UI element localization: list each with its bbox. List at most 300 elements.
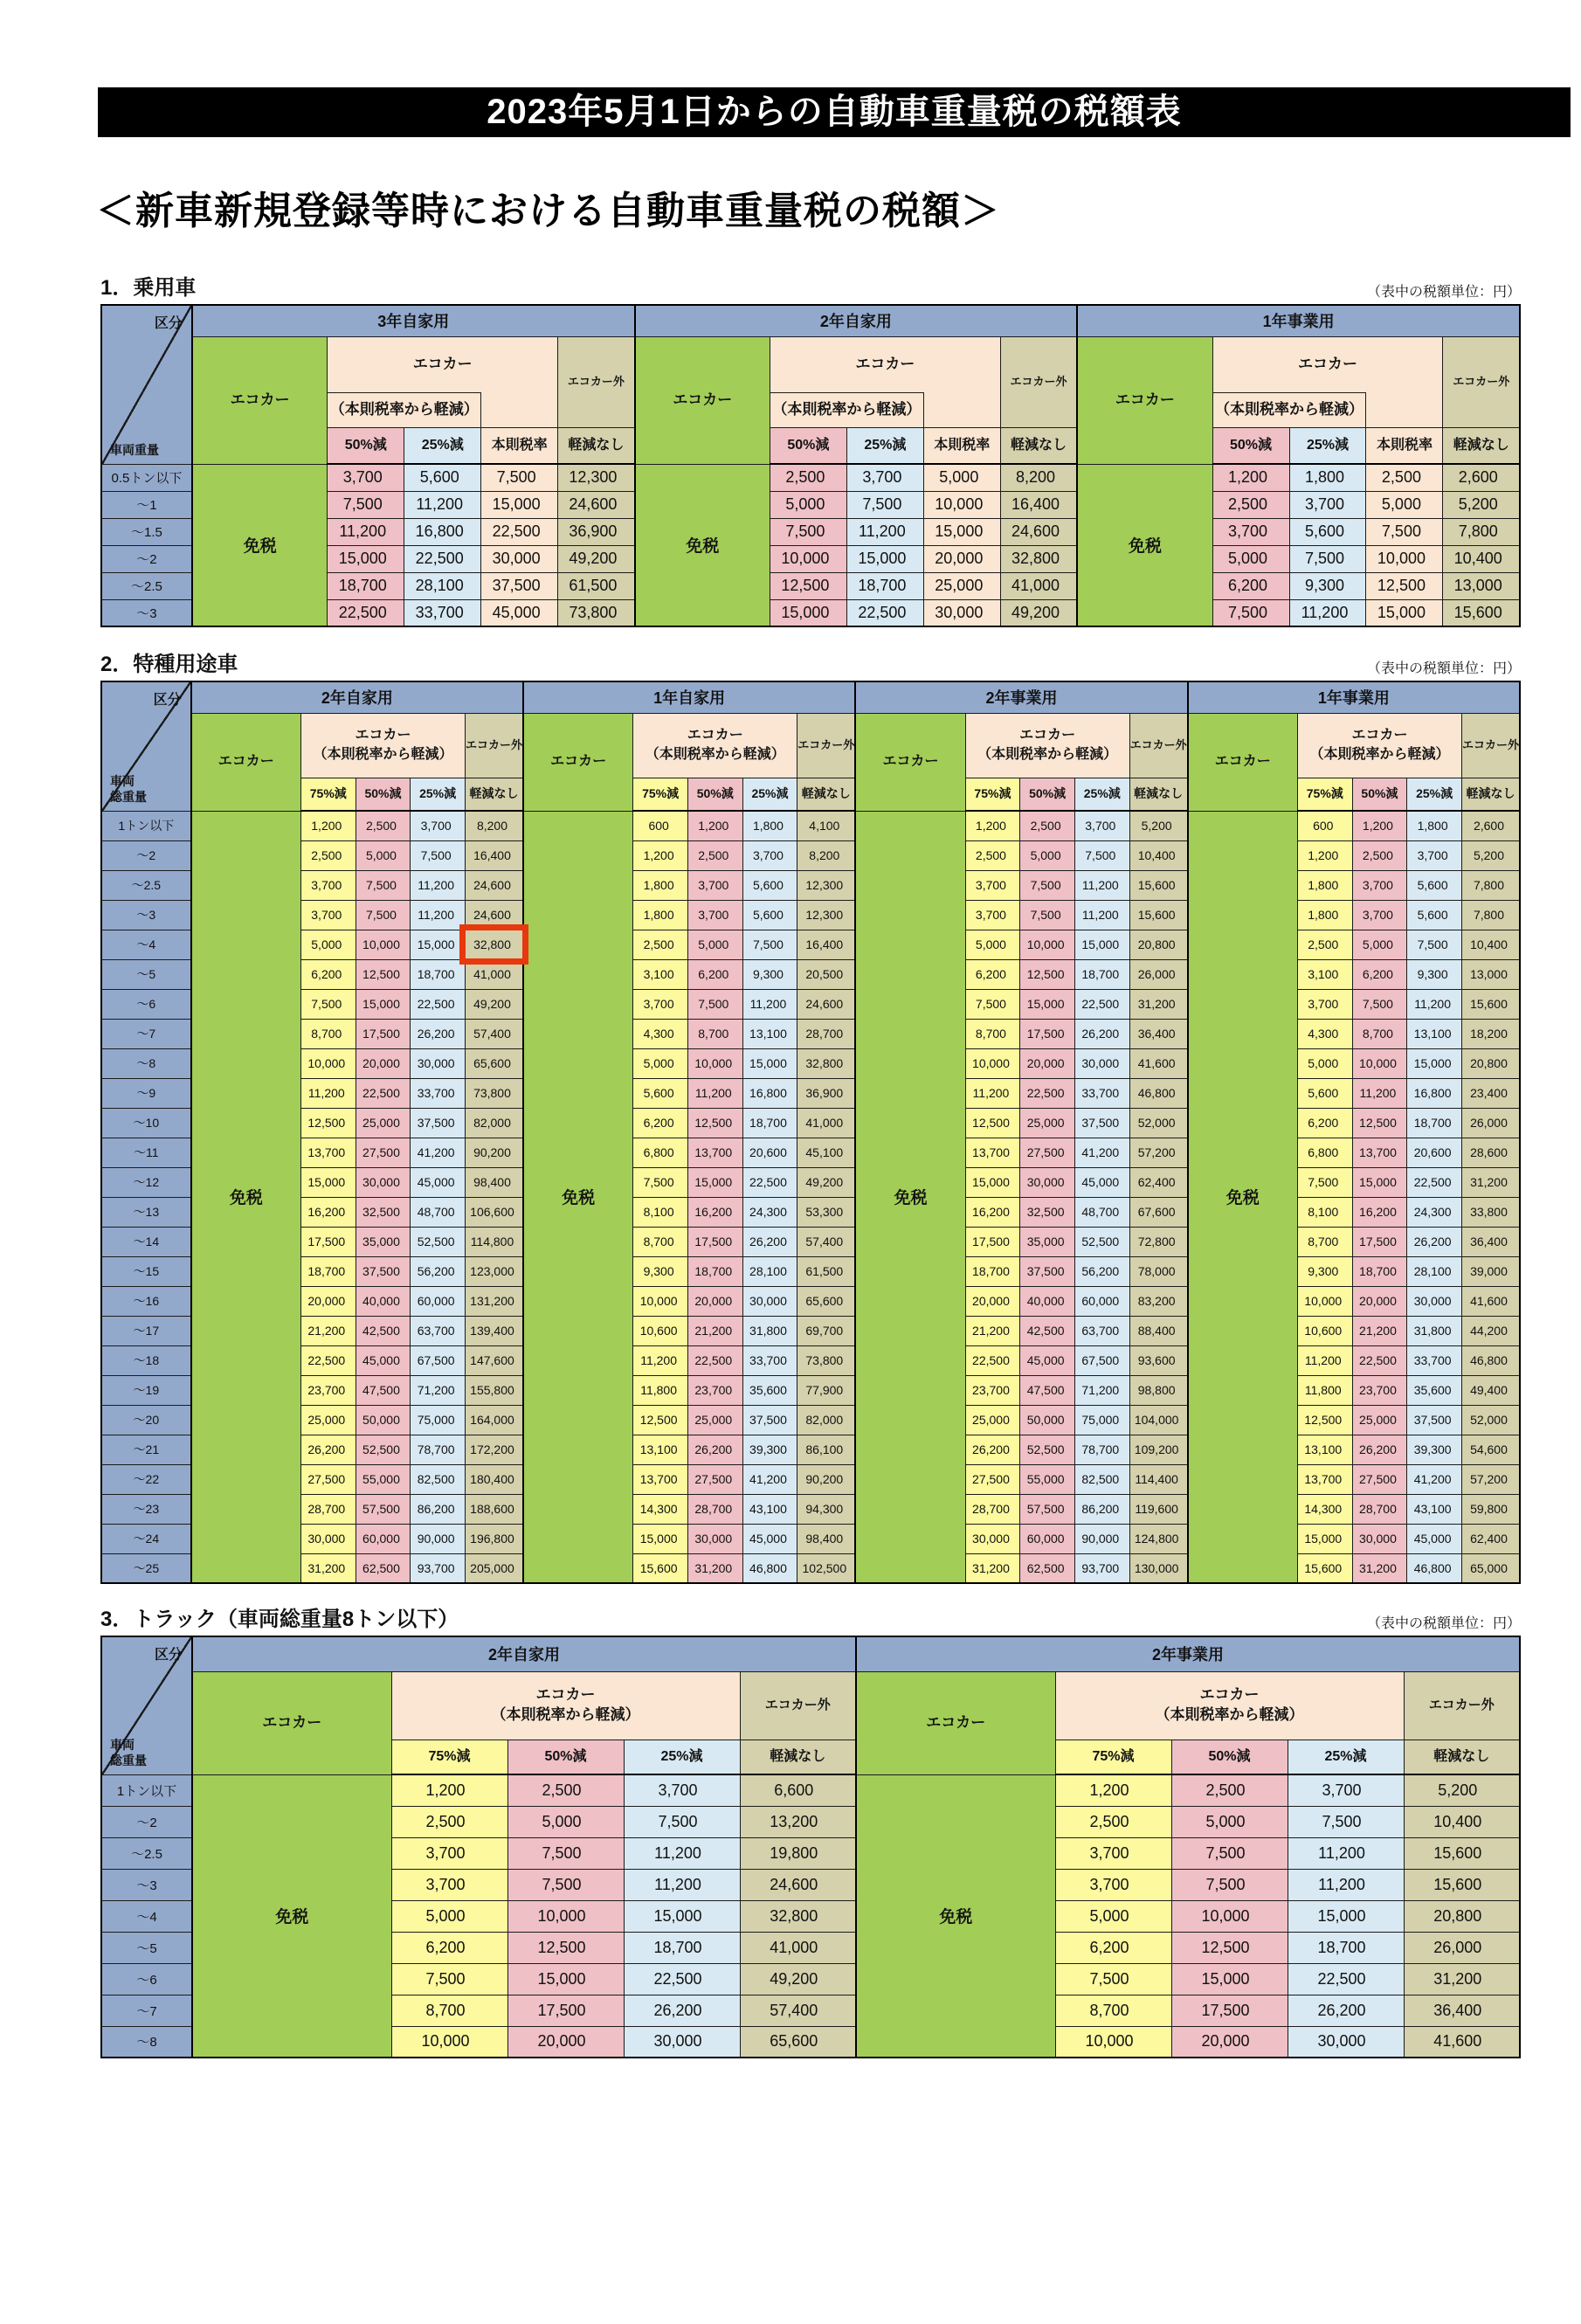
tax-value-cell: 2,500 xyxy=(687,840,742,870)
tax-value-cell: 131,200 xyxy=(465,1286,523,1316)
tax-value-cell: 10,600 xyxy=(1297,1316,1352,1345)
tax-value-cell: 147,600 xyxy=(465,1345,523,1375)
tax-value-cell: 1,200 xyxy=(965,811,1020,840)
tax-value-cell: 1,200 xyxy=(300,811,356,840)
tax-value-cell: 30,000 xyxy=(687,1524,742,1553)
tax-value-cell: 18,700 xyxy=(742,1108,797,1138)
exempt-cell: 免税 xyxy=(635,464,770,626)
tax-value-cell: 18,700 xyxy=(1288,1932,1404,1963)
tax-value-cell: 30,000 xyxy=(300,1524,356,1553)
tax-value-cell: 13,000 xyxy=(1443,572,1520,599)
tax-value-cell: 28,100 xyxy=(742,1256,797,1286)
tax-value-cell: 24,300 xyxy=(742,1197,797,1227)
tax-value-cell: 1,200 xyxy=(1212,464,1289,491)
tax-value-cell: 10,000 xyxy=(1297,1286,1352,1316)
tax-value-cell: 16,400 xyxy=(1000,491,1077,518)
tax-value-cell: 15,000 xyxy=(1366,599,1443,626)
tax-value-cell: 78,000 xyxy=(1129,1256,1188,1286)
kubun-label: 区分 xyxy=(153,693,182,708)
tax-value-cell: 60,000 xyxy=(1020,1524,1075,1553)
tax-value-cell: 39,300 xyxy=(1407,1435,1462,1464)
tax-value-cell: 15,000 xyxy=(1297,1524,1352,1553)
tax-value-cell: 27,500 xyxy=(965,1464,1020,1494)
tax-value-cell: 52,000 xyxy=(1129,1108,1188,1138)
weight-row-label: ～1.5 xyxy=(101,518,192,545)
weight-row-label: ～15 xyxy=(101,1256,191,1286)
tax-value-cell: 15,000 xyxy=(300,1167,356,1197)
tax-value-cell: 15,000 xyxy=(328,545,404,572)
tax-value-cell: 1,800 xyxy=(1297,870,1352,900)
tax-value-cell: 71,200 xyxy=(1074,1375,1129,1405)
tax-value-cell: 6,200 xyxy=(633,1108,688,1138)
tax-value-cell: 10,000 xyxy=(770,545,846,572)
tax-value-cell: 36,900 xyxy=(558,518,635,545)
tax-value-cell: 12,500 xyxy=(1352,1108,1407,1138)
tax-value-cell: 57,200 xyxy=(1129,1138,1188,1167)
tax-value-cell: 27,500 xyxy=(300,1464,356,1494)
tax-value-cell: 21,200 xyxy=(1352,1316,1407,1345)
ecocar-header: エコカー xyxy=(523,713,633,811)
tax-value-cell: 11,200 xyxy=(1074,900,1129,930)
section-header: 1年事業用 xyxy=(1077,305,1520,336)
tax-value-cell: 37,500 xyxy=(1074,1108,1129,1138)
tax-value-cell: 1,200 xyxy=(633,840,688,870)
kubun-label: 区分 xyxy=(154,316,183,331)
tax-value-cell: 6,200 xyxy=(965,959,1020,989)
page-banner: 2023年5月1日からの自動車重量税の税額表 xyxy=(98,87,1571,137)
tax-value-cell: 73,800 xyxy=(465,1078,523,1108)
corner-cell xyxy=(101,681,191,811)
tax-value-cell: 52,500 xyxy=(411,1227,466,1256)
tax-value-cell: 164,000 xyxy=(465,1405,523,1435)
tax-value-cell: 2,500 xyxy=(391,1806,507,1837)
tax-value-cell: 3,700 xyxy=(391,1869,507,1900)
tax-value-cell: 27,500 xyxy=(1352,1464,1407,1494)
tax-value-cell: 28,100 xyxy=(1407,1256,1462,1286)
special-purpose-table xyxy=(100,681,1521,1584)
tax-value-cell: 13,100 xyxy=(633,1435,688,1464)
tax-value-cell: 12,500 xyxy=(965,1108,1020,1138)
tax-value-cell: 10,000 xyxy=(1352,1048,1407,1078)
tax-value-cell: 21,200 xyxy=(965,1316,1020,1345)
tax-value-cell: 1,200 xyxy=(391,1774,507,1806)
tax-value-cell: 45,000 xyxy=(1407,1524,1462,1553)
tax-value-cell: 10,000 xyxy=(687,1048,742,1078)
tax-value-cell: 11,200 xyxy=(633,1345,688,1375)
section-header: 1年事業用 xyxy=(1188,681,1520,713)
tax-value-cell: 11,200 xyxy=(965,1078,1020,1108)
tax-value-cell: 18,700 xyxy=(687,1256,742,1286)
tax-value-cell: 3,700 xyxy=(1297,989,1352,1019)
tax-value-cell: 41,600 xyxy=(1404,2026,1520,2058)
tax-value-cell: 7,500 xyxy=(770,518,846,545)
tax-value-cell: 32,500 xyxy=(356,1197,411,1227)
tax-value-cell: 10,400 xyxy=(1443,545,1520,572)
tax-value-cell: 196,800 xyxy=(465,1524,523,1553)
exempt-cell: 免税 xyxy=(192,464,328,626)
tax-value-cell: 37,500 xyxy=(742,1405,797,1435)
tax-value-cell: 45,000 xyxy=(356,1345,411,1375)
tax-value-cell: 10,000 xyxy=(965,1048,1020,1078)
tax-value-cell: 1,200 xyxy=(687,811,742,840)
rate-column-header: 軽減なし xyxy=(1443,427,1520,464)
tax-value-cell: 5,200 xyxy=(1461,840,1520,870)
tax-value-cell: 86,100 xyxy=(797,1435,856,1464)
special-purpose-block xyxy=(100,647,1521,1584)
tax-value-cell: 62,500 xyxy=(1020,1553,1075,1583)
tax-value-cell: 35,000 xyxy=(356,1227,411,1256)
tax-value-cell: 32,800 xyxy=(740,1900,856,1932)
rate-column-header: 50%減 xyxy=(687,778,742,811)
weight-header-label: 車両重量 xyxy=(110,443,159,458)
tax-value-cell: 7,500 xyxy=(1297,1167,1352,1197)
tax-value-cell: 28,700 xyxy=(687,1494,742,1524)
tax-value-cell: 15,000 xyxy=(1352,1167,1407,1197)
tax-value-cell: 45,000 xyxy=(742,1524,797,1553)
tax-value-cell: 86,200 xyxy=(411,1494,466,1524)
tax-value-cell: 28,700 xyxy=(1352,1494,1407,1524)
tax-value-cell: 12,500 xyxy=(1366,572,1443,599)
tax-value-cell: 43,100 xyxy=(1407,1494,1462,1524)
weight-row-label: ～6 xyxy=(101,989,191,1019)
tax-value-cell: 10,000 xyxy=(300,1048,356,1078)
tax-value-cell: 7,500 xyxy=(1020,900,1075,930)
tax-value-cell: 35,000 xyxy=(1020,1227,1075,1256)
tax-value-cell: 31,200 xyxy=(300,1553,356,1583)
tax-value-cell: 23,400 xyxy=(1461,1078,1520,1108)
tax-value-cell: 33,700 xyxy=(411,1078,466,1108)
tax-value-cell: 8,200 xyxy=(1000,464,1077,491)
tax-value-cell: 11,800 xyxy=(633,1375,688,1405)
tax-value-cell: 104,000 xyxy=(1129,1405,1188,1435)
tax-value-cell: 5,600 xyxy=(1407,900,1462,930)
tax-value-cell: 6,800 xyxy=(1297,1138,1352,1167)
weight-row-label: ～2 xyxy=(101,1806,192,1837)
tax-value-cell: 47,500 xyxy=(356,1375,411,1405)
rate-column-header: 50%減 xyxy=(1171,1740,1288,1774)
tax-value-cell: 46,800 xyxy=(1461,1345,1520,1375)
tax-value-cell: 52,000 xyxy=(1461,1405,1520,1435)
weight-row-label: ～10 xyxy=(101,1108,191,1138)
rate-column-header: 本則税率 xyxy=(481,427,558,464)
exempt-cell: 免税 xyxy=(856,1774,1055,2058)
tax-value-cell: 33,800 xyxy=(1461,1197,1520,1227)
tax-value-cell: 23,700 xyxy=(965,1375,1020,1405)
tax-value-cell: 50,000 xyxy=(356,1405,411,1435)
weight-row-label: ～25 xyxy=(101,1553,191,1583)
tax-value-cell: 13,700 xyxy=(1352,1138,1407,1167)
tax-value-cell: 15,000 xyxy=(1020,989,1075,1019)
ecocar-header: エコカー xyxy=(1077,336,1212,464)
weight-row-label: 1トン以下 xyxy=(101,811,191,840)
tax-value-cell: 6,600 xyxy=(740,1774,856,1806)
tax-value-cell: 43,100 xyxy=(742,1494,797,1524)
tax-value-cell: 59,800 xyxy=(1461,1494,1520,1524)
tax-value-cell: 11,200 xyxy=(742,989,797,1019)
tax-value-cell: 18,700 xyxy=(300,1256,356,1286)
tax-value-cell: 20,500 xyxy=(797,959,856,989)
tax-value-cell: 11,200 xyxy=(300,1078,356,1108)
tax-value-cell: 52,500 xyxy=(1074,1227,1129,1256)
tax-value-cell: 82,000 xyxy=(797,1405,856,1435)
section-header: 3年自家用 xyxy=(192,305,635,336)
tax-value-cell: 3,700 xyxy=(1288,1774,1404,1806)
tax-value-cell: 3,100 xyxy=(1297,959,1352,989)
tax-value-cell: 12,300 xyxy=(797,870,856,900)
tax-value-cell: 12,500 xyxy=(1171,1932,1288,1963)
tax-value-cell: 69,700 xyxy=(797,1316,856,1345)
corner-cell xyxy=(101,305,192,464)
ecocar-reduction-header: エコカー （本則税率から軽減） xyxy=(391,1671,740,1740)
weight-row-label: ～8 xyxy=(101,1048,191,1078)
tax-value-cell: 8,200 xyxy=(465,811,523,840)
tax-value-cell: 20,000 xyxy=(1171,2026,1288,2058)
tax-value-cell: 26,200 xyxy=(965,1435,1020,1464)
tax-value-cell: 22,500 xyxy=(356,1078,411,1108)
passenger-car-table xyxy=(100,304,1521,627)
tax-value-cell: 61,500 xyxy=(797,1256,856,1286)
tax-value-cell: 7,500 xyxy=(411,840,466,870)
tax-value-cell: 5,000 xyxy=(1020,840,1075,870)
tax-value-cell: 36,400 xyxy=(1129,1019,1188,1048)
tax-value-cell: 7,800 xyxy=(1443,518,1520,545)
tax-value-cell: 21,200 xyxy=(687,1316,742,1345)
tax-value-cell: 18,700 xyxy=(411,959,466,989)
tax-value-cell: 20,800 xyxy=(1461,1048,1520,1078)
tax-value-cell: 49,200 xyxy=(465,989,523,1019)
tax-value-cell: 5,000 xyxy=(687,930,742,959)
weight-row-label: ～22 xyxy=(101,1464,191,1494)
tax-value-cell: 10,000 xyxy=(923,491,1000,518)
tax-value-cell: 75,000 xyxy=(1074,1405,1129,1435)
tax-value-cell: 7,500 xyxy=(1289,545,1366,572)
tax-value-cell: 15,000 xyxy=(507,1963,624,1995)
tax-value-cell: 6,800 xyxy=(633,1138,688,1167)
tax-value-cell: 45,100 xyxy=(797,1138,856,1167)
tax-value-cell: 5,000 xyxy=(923,464,1000,491)
tax-value-cell: 7,500 xyxy=(481,464,558,491)
ecocar-reduction-header: （本則税率から軽減） xyxy=(770,392,923,427)
tax-value-cell: 37,500 xyxy=(411,1108,466,1138)
tax-value-cell: 19,800 xyxy=(740,1837,856,1869)
tax-value-cell: 13,200 xyxy=(740,1806,856,1837)
tax-value-cell: 62,500 xyxy=(356,1553,411,1583)
tax-value-cell: 12,500 xyxy=(1020,959,1075,989)
tax-value-cell: 1,800 xyxy=(633,900,688,930)
tax-value-cell: 21,200 xyxy=(300,1316,356,1345)
weight-row-label: ～13 xyxy=(101,1197,191,1227)
non-ecocar-header: エコカー外 xyxy=(1404,1671,1520,1740)
exempt-cell: 免税 xyxy=(1077,464,1212,626)
tax-value-cell: 8,700 xyxy=(1297,1227,1352,1256)
tax-value-cell: 3,700 xyxy=(965,870,1020,900)
tax-value-cell: 2,500 xyxy=(1297,930,1352,959)
tax-value-cell: 1,800 xyxy=(742,811,797,840)
tax-value-cell: 2,500 xyxy=(633,930,688,959)
tax-value-cell: 93,600 xyxy=(1129,1345,1188,1375)
tax-value-cell: 14,300 xyxy=(633,1494,688,1524)
tax-value-cell: 73,800 xyxy=(797,1345,856,1375)
tax-value-cell: 123,000 xyxy=(465,1256,523,1286)
ecocar-header-extension xyxy=(481,392,558,427)
tax-value-cell: 17,500 xyxy=(507,1995,624,2026)
tax-value-cell: 60,000 xyxy=(411,1286,466,1316)
ecocar-header: エコカー xyxy=(855,713,965,811)
tax-value-cell: 3,700 xyxy=(1289,491,1366,518)
rate-column-header: 軽減なし xyxy=(740,1740,856,1774)
tax-value-cell: 188,600 xyxy=(465,1494,523,1524)
tax-value-cell: 106,600 xyxy=(465,1197,523,1227)
tax-value-cell: 10,000 xyxy=(1171,1900,1288,1932)
tax-value-cell: 31,200 xyxy=(1129,989,1188,1019)
tax-value-cell: 37,500 xyxy=(481,572,558,599)
exempt-cell: 免税 xyxy=(855,811,965,1583)
tax-value-cell: 30,000 xyxy=(923,599,1000,626)
tax-value-cell: 3,700 xyxy=(742,840,797,870)
tax-value-cell: 3,700 xyxy=(300,900,356,930)
tax-value-cell: 31,800 xyxy=(742,1316,797,1345)
tax-value-cell: 8,700 xyxy=(391,1995,507,2026)
tax-value-cell: 2,500 xyxy=(356,811,411,840)
tax-value-cell: 61,500 xyxy=(558,572,635,599)
weight-row-label: ～8 xyxy=(101,2026,192,2058)
rate-column-header: 25%減 xyxy=(1289,427,1366,464)
rate-column-header: 軽減なし xyxy=(558,427,635,464)
tax-value-cell: 28,700 xyxy=(797,1019,856,1048)
tax-value-cell: 90,000 xyxy=(1074,1524,1129,1553)
tax-value-cell: 7,500 xyxy=(1288,1806,1404,1837)
page-title: ＜新車新規登録等時における自動車重量税の税額＞ xyxy=(96,190,1000,232)
weight-row-label: ～3 xyxy=(101,900,191,930)
non-ecocar-header: エコカー外 xyxy=(465,713,523,778)
weight-row-label: ～5 xyxy=(101,959,191,989)
rate-column-header: 75%減 xyxy=(1055,1740,1171,1774)
tax-value-cell: 2,500 xyxy=(300,840,356,870)
tax-value-cell: 12,500 xyxy=(687,1108,742,1138)
rate-column-header: 25%減 xyxy=(742,778,797,811)
weight-row-label: ～9 xyxy=(101,1078,191,1108)
tax-value-cell: 1,800 xyxy=(1407,811,1462,840)
tax-value-cell: 26,200 xyxy=(411,1019,466,1048)
weight-row-label: ～2 xyxy=(101,545,192,572)
tax-value-cell: 1,800 xyxy=(1289,464,1366,491)
weight-row-label: ～14 xyxy=(101,1227,191,1256)
tax-value-cell: 15,600 xyxy=(633,1553,688,1583)
tax-value-cell: 22,500 xyxy=(965,1345,1020,1375)
tax-value-cell: 65,600 xyxy=(740,2026,856,2058)
tax-value-cell: 15,000 xyxy=(481,491,558,518)
tax-value-cell: 22,500 xyxy=(411,989,466,1019)
tax-value-cell: 13,700 xyxy=(1297,1464,1352,1494)
tax-value-cell: 42,500 xyxy=(356,1316,411,1345)
tax-value-cell: 5,000 xyxy=(356,840,411,870)
tax-value-cell: 5,000 xyxy=(1055,1900,1171,1932)
tax-value-cell: 2,500 xyxy=(1366,464,1443,491)
section-header: 2年事業用 xyxy=(855,681,1187,713)
ecocar-reduction-header: （本則税率から軽減） xyxy=(328,392,481,427)
tax-value-cell: 1,800 xyxy=(633,870,688,900)
non-ecocar-header: エコカー外 xyxy=(1461,713,1520,778)
tax-value-cell: 63,700 xyxy=(411,1316,466,1345)
tax-value-cell: 5,600 xyxy=(1289,518,1366,545)
tax-value-cell: 67,600 xyxy=(1129,1197,1188,1227)
tax-value-cell: 7,500 xyxy=(1074,840,1129,870)
rate-column-header: 25%減 xyxy=(1288,1740,1404,1774)
tax-value-cell: 46,800 xyxy=(742,1553,797,1583)
tax-value-cell: 172,200 xyxy=(465,1435,523,1464)
tax-value-cell: 88,400 xyxy=(1129,1316,1188,1345)
tax-value-cell: 44,200 xyxy=(1461,1316,1520,1345)
non-ecocar-header: エコカー外 xyxy=(797,713,856,778)
corner-cell xyxy=(101,1636,192,1774)
tax-value-cell: 5,600 xyxy=(1297,1078,1352,1108)
tax-value-cell: 30,000 xyxy=(1407,1286,1462,1316)
weight-row-label: ～2.5 xyxy=(101,870,191,900)
tax-value-cell: 17,500 xyxy=(356,1019,411,1048)
tax-value-cell: 12,500 xyxy=(633,1405,688,1435)
tax-value-cell: 15,000 xyxy=(1407,1048,1462,1078)
tax-value-cell: 30,000 xyxy=(1288,2026,1404,2058)
tax-value-cell: 27,500 xyxy=(1020,1138,1075,1167)
weight-row-label: ～3 xyxy=(101,1869,192,1900)
tax-value-cell: 82,000 xyxy=(465,1108,523,1138)
tax-value-cell: 7,500 xyxy=(1366,518,1443,545)
tax-value-cell: 17,500 xyxy=(1171,1995,1288,2026)
tax-value-cell: 15,600 xyxy=(1461,989,1520,1019)
tax-value-cell: 41,200 xyxy=(411,1138,466,1167)
tax-value-cell: 205,000 xyxy=(465,1553,523,1583)
tax-value-cell: 8,700 xyxy=(633,1227,688,1256)
kubun-label: 区分 xyxy=(154,1648,183,1663)
tax-value-cell: 24,600 xyxy=(465,900,523,930)
tax-value-cell: 37,500 xyxy=(1020,1256,1075,1286)
tax-value-cell: 41,200 xyxy=(1407,1464,1462,1494)
tax-value-cell: 22,500 xyxy=(404,545,481,572)
tax-value-cell: 5,200 xyxy=(1443,491,1520,518)
tax-value-cell: 6,200 xyxy=(1352,959,1407,989)
tax-value-cell: 8,700 xyxy=(300,1019,356,1048)
tax-value-cell: 62,400 xyxy=(1129,1167,1188,1197)
tax-value-cell: 45,000 xyxy=(1020,1345,1075,1375)
tax-value-cell: 57,400 xyxy=(797,1227,856,1256)
tax-value-cell: 67,500 xyxy=(1074,1345,1129,1375)
tax-value-cell: 47,500 xyxy=(1020,1375,1075,1405)
tax-value-cell: 11,200 xyxy=(411,870,466,900)
tax-value-cell: 5,600 xyxy=(404,464,481,491)
tax-value-cell: 5,000 xyxy=(1352,930,1407,959)
rate-column-header: 25%減 xyxy=(624,1740,740,1774)
tax-value-cell: 22,500 xyxy=(687,1345,742,1375)
tax-value-cell: 10,000 xyxy=(507,1900,624,1932)
exempt-cell: 免税 xyxy=(191,811,301,1583)
tax-value-cell: 25,000 xyxy=(965,1405,1020,1435)
tax-value-cell: 7,500 xyxy=(1407,930,1462,959)
tax-value-cell: 7,500 xyxy=(507,1837,624,1869)
tax-value-cell: 24,600 xyxy=(797,989,856,1019)
tax-value-cell: 7,500 xyxy=(1212,599,1289,626)
rate-column-header: 軽減なし xyxy=(1461,778,1520,811)
tax-value-cell: 5,000 xyxy=(507,1806,624,1837)
tax-value-cell: 10,400 xyxy=(1129,840,1188,870)
non-ecocar-header: エコカー外 xyxy=(1129,713,1188,778)
tax-value-cell: 75,000 xyxy=(411,1405,466,1435)
ecocar-header: エコカー xyxy=(856,1671,1055,1774)
tax-value-cell: 17,500 xyxy=(687,1227,742,1256)
weight-header-label: 車両 総重量 xyxy=(110,1738,147,1768)
tax-value-cell: 39,300 xyxy=(742,1435,797,1464)
tax-value-cell: 15,000 xyxy=(742,1048,797,1078)
tax-value-cell: 16,200 xyxy=(300,1197,356,1227)
